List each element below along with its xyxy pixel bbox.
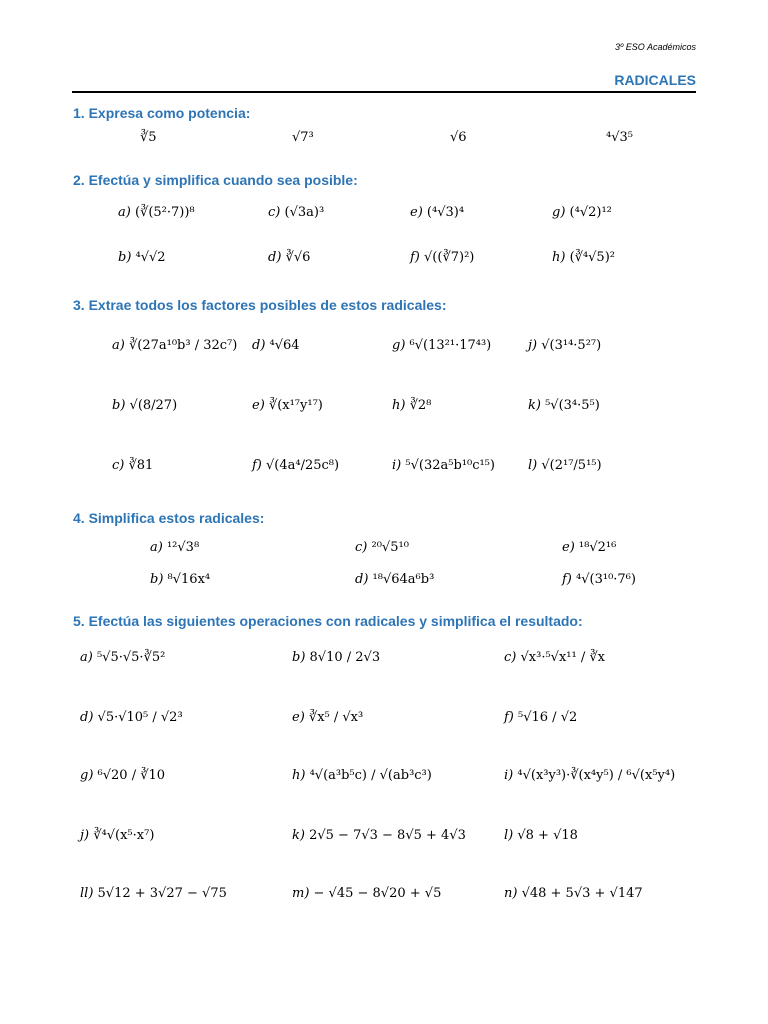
radical-expression: (⁴√2)¹² <box>569 205 612 220</box>
exercise-item <box>268 205 324 220</box>
radical-expression: ⁵√5·√5·∛5² <box>96 650 166 665</box>
radical-expression: √(3¹⁴·5²⁷) <box>541 338 602 353</box>
exercise-item <box>80 650 165 665</box>
exercise-item <box>118 205 195 220</box>
exercise-label: h) <box>552 250 570 265</box>
exercise-item <box>112 458 153 473</box>
exercise-item <box>528 338 601 353</box>
radical-expression: ⁶√(13²¹·17⁴³) <box>409 338 492 353</box>
exercise-item <box>552 250 615 265</box>
exercise-item <box>606 130 633 145</box>
exercise-label: d) <box>252 338 270 353</box>
exercise-item <box>410 250 474 265</box>
exercise-label: i) <box>504 768 518 783</box>
exercise-label: b) <box>292 650 310 665</box>
exercise-label: f) <box>504 710 519 725</box>
exercise-label: e) <box>562 540 579 555</box>
exercise-item <box>80 710 183 725</box>
exercise-item <box>562 540 616 555</box>
exercise-item <box>504 768 675 783</box>
exercise-item <box>252 338 300 353</box>
exercise-item <box>552 205 612 220</box>
radical-expression: √x³·⁵√x¹¹ / ∛x <box>520 650 605 665</box>
radical-expression: (√3a)³ <box>284 205 325 220</box>
radical-expression: ⁴√√2 <box>135 250 166 265</box>
radical-expression: (∛(5²·7))⁸ <box>134 205 195 220</box>
exercise-item <box>268 250 310 265</box>
exercise-item <box>140 130 157 145</box>
radical-expression: (⁴√3)⁴ <box>426 205 465 220</box>
exercise-item <box>355 572 434 587</box>
radical-expression: √7³ <box>292 130 314 145</box>
radical-expression: ⁴√3⁵ <box>606 130 633 145</box>
exercise-item <box>80 886 227 901</box>
radical-expression: √6 <box>450 130 467 145</box>
section-title: 1. Expresa como potencia: <box>73 105 251 121</box>
radical-expression: √((∛7)²) <box>424 250 475 265</box>
radical-expression: ∛x⁵ / √x³ <box>308 710 364 725</box>
radical-expression: 8√10 / 2√3 <box>309 650 381 665</box>
radical-expression: ∛5 <box>140 130 157 145</box>
radical-expression: √(8/27) <box>129 398 178 413</box>
exercise-label: b) <box>112 398 130 413</box>
radical-expression: − √45 − 8√20 + √5 <box>313 886 442 901</box>
radical-expression: ⁴√(3¹⁰·7⁶) <box>576 572 636 587</box>
exercise-label: d) <box>80 710 98 725</box>
exercise-label: a) <box>118 205 135 220</box>
exercise-label: j) <box>528 338 542 353</box>
exercise-label: h) <box>392 398 410 413</box>
exercise-item <box>292 650 380 665</box>
exercise-label: d) <box>268 250 286 265</box>
exercise-label: b) <box>118 250 136 265</box>
exercise-label: g) <box>552 205 570 220</box>
radical-expression: √8 + √18 <box>517 828 578 843</box>
radical-expression: √(2¹⁷/5¹⁵) <box>541 458 602 473</box>
exercise-item <box>80 828 154 843</box>
exercise-label: a) <box>150 540 167 555</box>
exercise-item <box>292 130 314 145</box>
exercise-label: e) <box>410 205 427 220</box>
exercise-label: f) <box>252 458 267 473</box>
radical-expression: √5·√10⁵ / √2³ <box>97 710 183 725</box>
radical-expression: ∛2⁸ <box>409 398 432 413</box>
exercise-item <box>150 540 199 555</box>
exercise-item <box>562 572 636 587</box>
exercise-item <box>80 768 165 783</box>
exercise-label: j) <box>80 828 94 843</box>
exercise-item <box>504 828 578 843</box>
exercise-item <box>392 338 491 353</box>
radical-expression: ∛81 <box>128 458 154 473</box>
radical-expression: ⁸√16x⁴ <box>167 572 211 587</box>
exercise-label: e) <box>292 710 309 725</box>
exercise-item <box>112 398 177 413</box>
exercise-item <box>252 458 339 473</box>
exercise-label: f) <box>410 250 425 265</box>
exercise-item <box>252 398 323 413</box>
exercise-label: l) <box>528 458 542 473</box>
radical-expression: ⁴√(x³y³)·∛(x⁴y⁵) / ⁶√(x⁵y⁴) <box>517 768 676 783</box>
radical-expression: ∛(x¹⁷y¹⁷) <box>268 398 323 413</box>
exercise-label: h) <box>292 768 310 783</box>
exercise-item <box>392 398 431 413</box>
exercise-item <box>118 250 166 265</box>
exercise-label: l) <box>504 828 518 843</box>
exercise-item <box>292 886 441 901</box>
section-title: 3. Extrae todos los factores posibles de estos radicales: <box>73 297 447 313</box>
radical-expression: ¹⁸√2¹⁶ <box>578 540 617 555</box>
exercise-item <box>504 886 643 901</box>
radical-expression: ⁴√(a³b⁵c) / √(ab³c³) <box>309 768 432 783</box>
section-title: 5. Efectúa las siguientes operaciones con radicales y simplifica el resultado: <box>73 613 583 629</box>
radical-expression: √48 + 5√3 + √147 <box>521 886 643 901</box>
exercise-item <box>450 130 467 145</box>
radical-expression: ¹⁸√64a⁶b³ <box>372 572 435 587</box>
radical-expression: √(4a⁴/25c⁸) <box>266 458 340 473</box>
exercise-label: a) <box>112 338 129 353</box>
exercise-label: c) <box>112 458 129 473</box>
exercise-item <box>504 650 605 665</box>
exercise-label: k) <box>292 828 310 843</box>
section-title: 2. Efectúa y simplifica cuando sea posible: <box>73 172 358 188</box>
radical-expression: 5√12 + 3√27 − √75 <box>97 886 227 901</box>
exercise-label: i) <box>392 458 406 473</box>
radical-expression: 2√5 − 7√3 − 8√5 + 4√3 <box>309 828 466 843</box>
radical-expression: ⁴√64 <box>269 338 300 353</box>
section-title: 4. Simplifica estos radicales: <box>73 510 265 526</box>
exercise-label: c) <box>355 540 372 555</box>
radical-expression: ∛(27a¹⁰b³ / 32c⁷) <box>128 338 238 353</box>
exercise-label: f) <box>562 572 577 587</box>
radical-expression: (∛⁴√5)² <box>569 250 615 265</box>
radical-expression: ⁵√16 / √2 <box>518 710 578 725</box>
exercise-item <box>410 205 464 220</box>
exercise-label: n) <box>504 886 522 901</box>
exercise-label: c) <box>504 650 521 665</box>
page-title: RADICALES <box>614 72 696 88</box>
exercise-item <box>355 540 409 555</box>
exercise-item <box>112 338 237 353</box>
radical-expression: ¹²√3⁸ <box>166 540 200 555</box>
exercise-item <box>528 458 602 473</box>
exercise-item <box>292 710 363 725</box>
radical-expression: ⁶√20 / ∛10 <box>97 768 166 783</box>
exercise-label: m) <box>292 886 314 901</box>
title-rule <box>72 91 696 93</box>
exercise-item <box>528 398 600 413</box>
radical-expression: ∛⁴√(x⁵·x⁷) <box>93 828 155 843</box>
exercise-item <box>392 458 495 473</box>
exercise-label: a) <box>80 650 97 665</box>
exercise-label: d) <box>355 572 373 587</box>
exercise-item <box>292 768 432 783</box>
radical-expression: ⁵√(3⁴·5⁵) <box>545 398 600 413</box>
radical-expression: ⁵√(32a⁵b¹⁰c¹⁵) <box>405 458 495 473</box>
exercise-item <box>292 828 466 843</box>
exercise-label: g) <box>392 338 410 353</box>
exercise-item <box>504 710 577 725</box>
exercise-label: e) <box>252 398 269 413</box>
exercise-item <box>150 572 210 587</box>
exercise-label: g) <box>80 768 98 783</box>
exercise-label: ll) <box>80 886 98 901</box>
radical-expression: ∛√6 <box>285 250 311 265</box>
exercise-label: c) <box>268 205 285 220</box>
exercise-label: k) <box>528 398 546 413</box>
exercise-label: b) <box>150 572 168 587</box>
radical-expression: ²⁰√5¹⁰ <box>371 540 409 555</box>
course-label: 3º ESO Académicos <box>615 42 696 52</box>
